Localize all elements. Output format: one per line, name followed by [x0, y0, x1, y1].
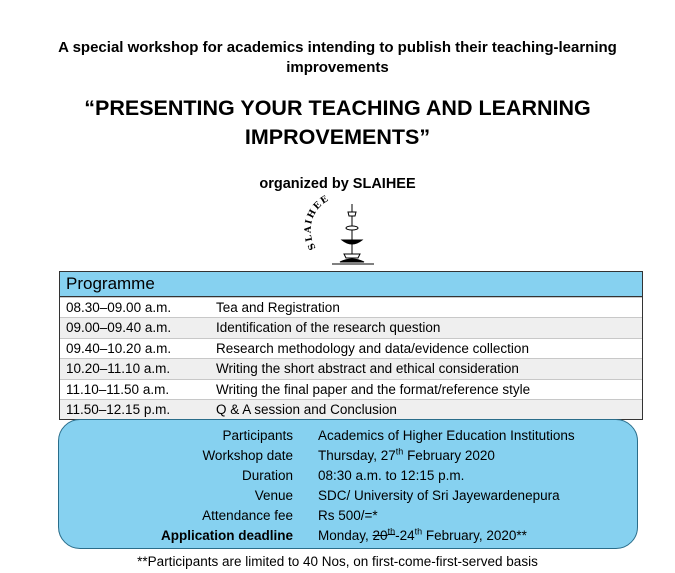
row-item: Writing the final paper and the format/reference style	[216, 381, 531, 397]
venue-row	[59, 486, 637, 506]
intro-text	[20, 38, 655, 78]
title-line-2: IMPROVEMENTS”	[244, 125, 431, 149]
row-item: Research methodology and data/evidence collection	[216, 340, 529, 356]
row-time: 11.50–12.15 p.m.	[66, 401, 171, 417]
deadline-struck-sup: th	[387, 526, 396, 537]
title-line-1: “PRESENTING YOUR TEACHING AND LEARNING	[84, 96, 591, 120]
workshop-date-sup: th	[395, 446, 404, 457]
duration-row	[59, 466, 637, 486]
deadline-pre: Monday,	[318, 528, 373, 543]
row-item: Writing the short abstract and ethical consideration	[216, 361, 519, 377]
row-time: 09.40–10.20 a.m.	[66, 340, 172, 356]
row-time: 10.20–11.10 a.m.	[66, 361, 171, 377]
row-item: Identification of the research question	[216, 320, 441, 336]
row-time: 08.30–09.00 a.m.	[66, 300, 172, 315]
participants-value: Academics of Higher Education Institutions	[318, 428, 575, 443]
intro-line-1: A special workshop for academics intending to publish their teaching-learning	[58, 39, 617, 56]
workshop-title	[20, 94, 655, 152]
deadline-mid: -24	[395, 528, 415, 543]
deadline-label: Application deadline	[160, 528, 293, 543]
row-time: 11.10–11.50 a.m.	[66, 381, 170, 397]
row-time: 09.00–09.40 a.m.	[66, 320, 172, 336]
deadline-struck	[373, 528, 396, 543]
programme-table	[59, 271, 643, 420]
workshop-date-post: February 2020	[403, 448, 495, 463]
deadline-value	[318, 526, 527, 546]
workshop-date-pre: Thursday, 27	[318, 448, 396, 463]
participants-row	[59, 426, 637, 446]
logo-text: SLAIHEE	[303, 193, 332, 252]
duration-value: 08:30 a.m. to 12:15 p.m.	[318, 468, 465, 483]
programme-heading: Programme	[60, 272, 642, 297]
fee-value: Rs 500/=*	[318, 508, 378, 523]
footnote: **Participants are limited to 40 Nos, on first-come-first-served basis	[137, 554, 538, 569]
deadline-sup: th	[414, 526, 423, 537]
participants-label: Participants	[222, 428, 293, 443]
fee-label: Attendance fee	[202, 508, 293, 523]
workshop-date-value	[318, 446, 495, 466]
table-row	[60, 317, 642, 337]
fee-row	[59, 506, 637, 526]
intro-line-2: improvements	[286, 59, 389, 76]
svg-text:SLAIHEE	[304, 194, 332, 252]
deadline-post: February, 2020**	[422, 528, 527, 543]
table-row	[60, 358, 642, 378]
table-row	[60, 379, 642, 399]
row-item: Tea and Registration	[216, 300, 340, 315]
venue-value: SDC/ University of Sri Jayewardenepura	[318, 488, 560, 503]
table-row	[60, 399, 642, 419]
oil-lamp-icon	[302, 190, 386, 270]
workshop-date-label: Workshop date	[202, 448, 293, 463]
table-row	[60, 297, 642, 317]
slaihee-logo	[302, 190, 386, 270]
organizer: organized by SLAIHEE	[259, 176, 416, 192]
row-item: Q & A session and Conclusion	[216, 401, 397, 417]
venue-label: Venue	[254, 488, 293, 503]
deadline-row	[59, 526, 637, 546]
deadline-struck-day: 20	[372, 528, 388, 543]
table-row	[60, 338, 642, 358]
details-box	[58, 419, 638, 549]
workshop-date-row	[59, 446, 637, 466]
duration-label: Duration	[241, 468, 293, 483]
